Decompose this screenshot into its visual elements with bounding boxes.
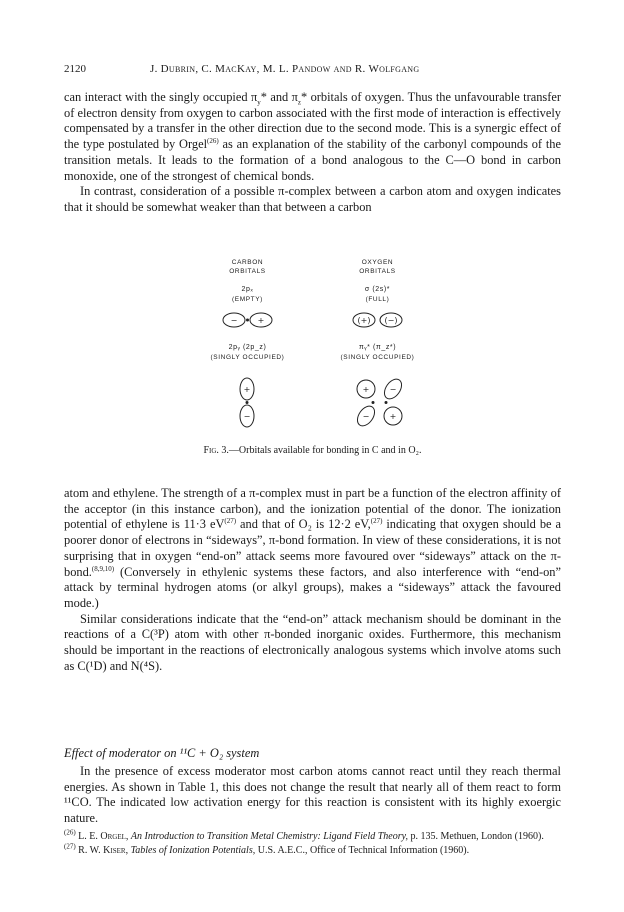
reference-27: $^{(27)}$ R. W. Kiser, Tables of Ionization Potentials, U.S. A.E.C., Office of Technical Information (1960). [64, 842, 470, 856]
plus-sign: + [257, 316, 265, 325]
section-heading: Effect of moderator on ¹¹C + O₂ system [64, 746, 260, 760]
paragraph-5: In the presence of excess moderator most carbon atoms cannot react until they reach thermal energies. As shown in Table 1, this does not change the result that nearly all of them react to form ¹¹CO. The indicated low activation energy for this reaction is consistent with its highly exoergic nature. [64, 764, 561, 826]
carbon-orbitals-title: CARBON ORBITALS [229, 259, 266, 275]
svg-text:+: + [243, 385, 251, 394]
svg-text:−: − [243, 412, 251, 421]
oxygen-orbital-1-state: (FULL) [365, 296, 390, 303]
carbon-orbital-1-state: (EMPTY) [232, 296, 263, 303]
svg-text:+: + [389, 412, 397, 421]
carbon-orbital-2: 2pᵧ (2p_z) [228, 344, 267, 351]
carbon-orbital-2-state: (SINGLY OCCUPIED) [210, 354, 285, 361]
reference-marker[interactable]: (27) [224, 517, 237, 526]
svg-text:−: − [389, 385, 397, 394]
oxygen-orbital-1: σ (2s)* [364, 286, 391, 293]
paragraph-3: atom and ethylene. The strength of a π-complex must in part be a function of the electron affinity of the acceptor (in this instance carbon), and the ionization potential of the donor. The ionization potential of ethylene is 11·3 $eV^{(27)}$ and that of O₂ is 12·2 eV,$^{(27)}$ indicating that oxygen should be a poorer donor of electrons in “sideways”, π-bond formation. In view of these considerations, it is not surprising that in oxygen “end-on” attack seems more favoured over “sideways” attack on the π-bond.$^{(8,9,10)}$ (Conversely in ethylenic systems these factors, and also interference with “end-on” attack by terminal hydrogen atoms (or alkyl groups), makes a “sideways” attack the favoured mode.) Similar considerations indicate that the “end-on” attack mechanism should be dominant in the reactions of a C(³P) atom with other π-bonded inorganic oxides. Furthermore, this mechanism should be important in the reactions of electronically analogous systems which involve atoms such as C(¹D) and N(⁴S). [64, 486, 561, 673]
reference-26: $^{(26)}$ L. E. Orgel, An Introduction to Transition Metal Chemistry: Ligand Field Theory, p. 135. Methuen, London (1960). [64, 828, 544, 842]
reference-marker[interactable]: (27) [370, 517, 383, 526]
footnote-references [64, 830, 561, 858]
page-number: 2120 [64, 63, 86, 75]
figure-caption: Fig. 3.—Orbitals available for bonding in C and in O₂. [203, 445, 422, 456]
reference-marker[interactable]: (26) [207, 136, 219, 145]
carbon-orbital-1: 2pₓ [241, 286, 254, 293]
paragraph-4: Similar considerations indicate that the “end-on” attack mechanism should be dominant in the reactions of a C(³P) atom with other π-bonded inorganic oxides. Furthermore, this mechanism should be important in the reactions of electronically analogous systems which involve atoms such as C(¹D) and N(⁴S). [64, 611, 561, 673]
orbital-diagram [190, 258, 450, 438]
minus-sign: − [230, 316, 238, 325]
svg-text:+: + [362, 385, 370, 394]
oxygen-orbital-2-state: (SINGLY OCCUPIED) [340, 354, 415, 361]
svg-text:−: − [362, 412, 370, 421]
reference-marker[interactable]: (8,9,10) [91, 564, 115, 573]
paragraph-1: can interact with the singly occupied $\pi_y*$ and $\pi_z*$ orbitals of oxygen. Thus the unfavourable transfer of electron density from oxygen to carbon associated with the first mode of interaction is effectively compensated by a transfer in the other direction due to the second mode. This is a synergic effect of the type postulated by Orgel$^{(26)}$ as an explanation of the stability of the carbonyl compounds of the transition metals. It leads to the formation of a bond analogous to the C—O bond in carbon monoxide, one of the strongest of chemical bonds. In contrast, consideration of a possible π-complex between a carbon atom and oxygen indicates that it should be somewhat weaker than that between a carbon [64, 90, 561, 214]
svg-text:(+): (+) [357, 316, 371, 325]
paragraph-2: In contrast, consideration of a possible π-complex between a carbon atom and oxygen indicates that it should be somewhat weaker than that between a carbon [64, 184, 561, 214]
carbon-nucleus-dot [247, 319, 249, 321]
author-line: J. Dubrin, C. MacKay, M. L. Pandow and R. Wolfgang [150, 63, 420, 75]
oxygen-orbitals-title: OXYGEN ORBITALS [359, 259, 396, 275]
orbital-figure [190, 258, 450, 438]
svg-text:(−): (−) [384, 316, 398, 325]
oxygen-orbital-2: πᵧ* (π_z*) [358, 344, 397, 351]
